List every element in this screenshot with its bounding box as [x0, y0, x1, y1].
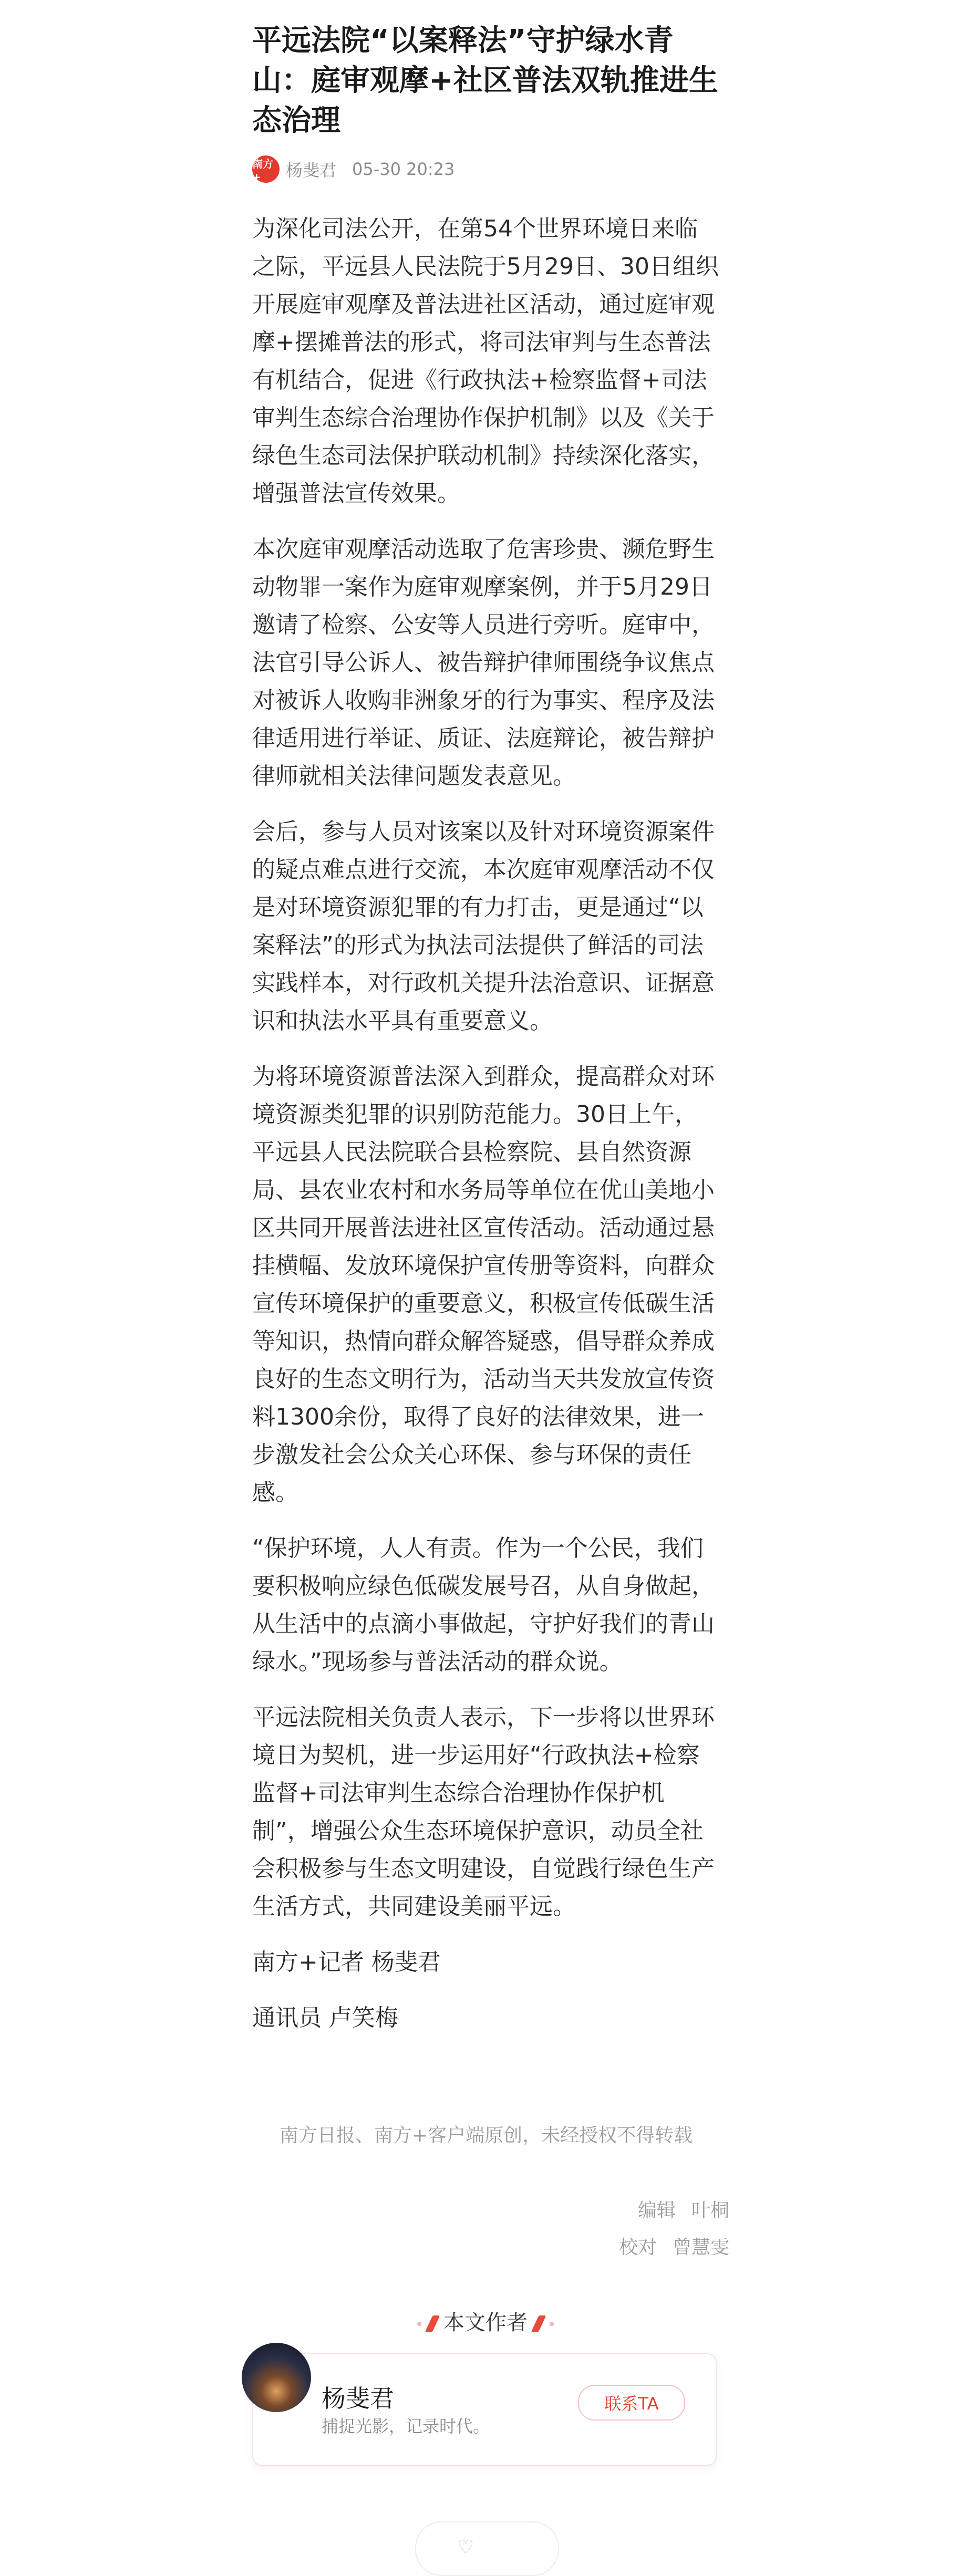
paragraph: 为将环境资源普法深入到群众，提高群众对环境资源类犯罪的识别防范能力。30日上午，平远县人民法院联合县检察院、县自然资源局、县农业农村和水务局等单位在优山美地小区共同开展普法进社区宣传活动。活动通过悬挂横幅、发放环境保护宣传册等资料，向群众宣传环境保护的重要意义，积极宣传低碳生活等知识，热情向群众解答疑惑，倡导群众养成良好的生态文明行为，活动当天共发放宣传资料1300余份，取得了良好的法律效果，进一步激发社会公众关心环保、参与环保的责任感。 — [252, 1063, 715, 1506]
decor-slash-icon — [425, 2315, 440, 2332]
article-body — [252, 210, 720, 2055]
paragraph: 为深化司法公开，在第54个世界环境日来临之际，平远县人民法院于5月29日、30日组织开展庭审观摩及普法进社区活动，通过庭审观摩+摆摊普法的形式，将司法审判与生态普法有机结合，促进《行政执法+检察监督+司法审判生态综合治理协作保护机制》以及《关于绿色生态司法保护联动机制》持续深化落实，增强普法宣传效果。 — [252, 215, 719, 507]
heart-icon[interactable]: ♡ — [457, 2537, 474, 2558]
author-avatar[interactable] — [242, 2343, 311, 2412]
source-logo-icon[interactable]: 南方+ — [252, 155, 280, 183]
publish-date: 05-30 20:23 — [352, 159, 455, 179]
proofreader-name: 曾慧雯 — [672, 2237, 729, 2258]
editor-line — [638, 2196, 729, 2222]
editor-name: 叶桐 — [691, 2200, 729, 2221]
copyright-notice: 南方日报、南方+客户端原创，未经授权不得转载 — [279, 2125, 693, 2146]
contact-author-button[interactable]: 联系TA — [578, 2385, 685, 2421]
proofreader-label: 校对 — [618, 2237, 657, 2258]
proofreader-line — [619, 2232, 729, 2259]
paragraph: “保护环境，人人有责。作为一个公民，我们要积极响应绿色低碳发展号召，从自身做起，从生活中的点滴小事做起，守护好我们的青山绿水。”现场参与普法活动的群众说。 — [252, 1535, 715, 1675]
editor-label: 编辑 — [637, 2200, 676, 2221]
author-heading-label: 本文作者 — [443, 2311, 528, 2335]
correspondent-credit: 通讯员 卢笑梅 — [252, 2004, 398, 2031]
article-title: 平远法院“以案释法”守护绿水青山：庭审观摩+社区普法双轨推进生态治理 — [252, 24, 718, 138]
reporter-credit: 南方+记者 杨斐君 — [252, 1949, 441, 1976]
article-meta — [252, 153, 720, 185]
paragraph: 平远法院相关负责人表示，下一步将以世界环境日为契机，进一步运用好“行政执法+检察监督+司法审判生态综合治理协作保护机制”，增强公众生态环境保护意识，动员全社会积极参与生态文明建设，自觉践行绿色生产生活方式，共同建设美丽平远。 — [252, 1704, 715, 1920]
author-section-heading — [0, 2306, 971, 2336]
decor-dot-icon — [550, 2322, 554, 2326]
decor-slash-icon — [531, 2315, 546, 2332]
paragraph: 本次庭审观摩活动选取了危害珍贵、濒危野生动物罪一案作为庭审观摩案例，并于5月29日邀请了检察、公安等人员进行旁听。庭审中，法官引导公诉人、被告辩护律师围绕争议焦点对被诉人收购非洲象牙的行为事实、程序及法律适用进行举证、质证、法庭辩论，被告辩护律师就相关法律问题发表意见。 — [252, 536, 715, 790]
author-name[interactable]: 杨斐君 — [286, 160, 337, 180]
author-card-name[interactable]: 杨斐君 — [322, 2384, 394, 2413]
decor-dot-icon — [417, 2322, 421, 2326]
paragraph: 会后，参与人员对该案以及针对环境资源案件的疑点难点进行交流，本次庭审观摩活动不仅是对环境资源犯罪的有力打击，更是通过“以案释法”的形式为执法司法提供了鲜活的司法实践样本，对行政机关提升法治意识、证据意识和执法水平具有重要意义。 — [252, 818, 715, 1034]
author-card-bio: 捕捉光影，记录时代。 — [322, 2416, 490, 2436]
like-button[interactable] — [415, 2521, 559, 2576]
